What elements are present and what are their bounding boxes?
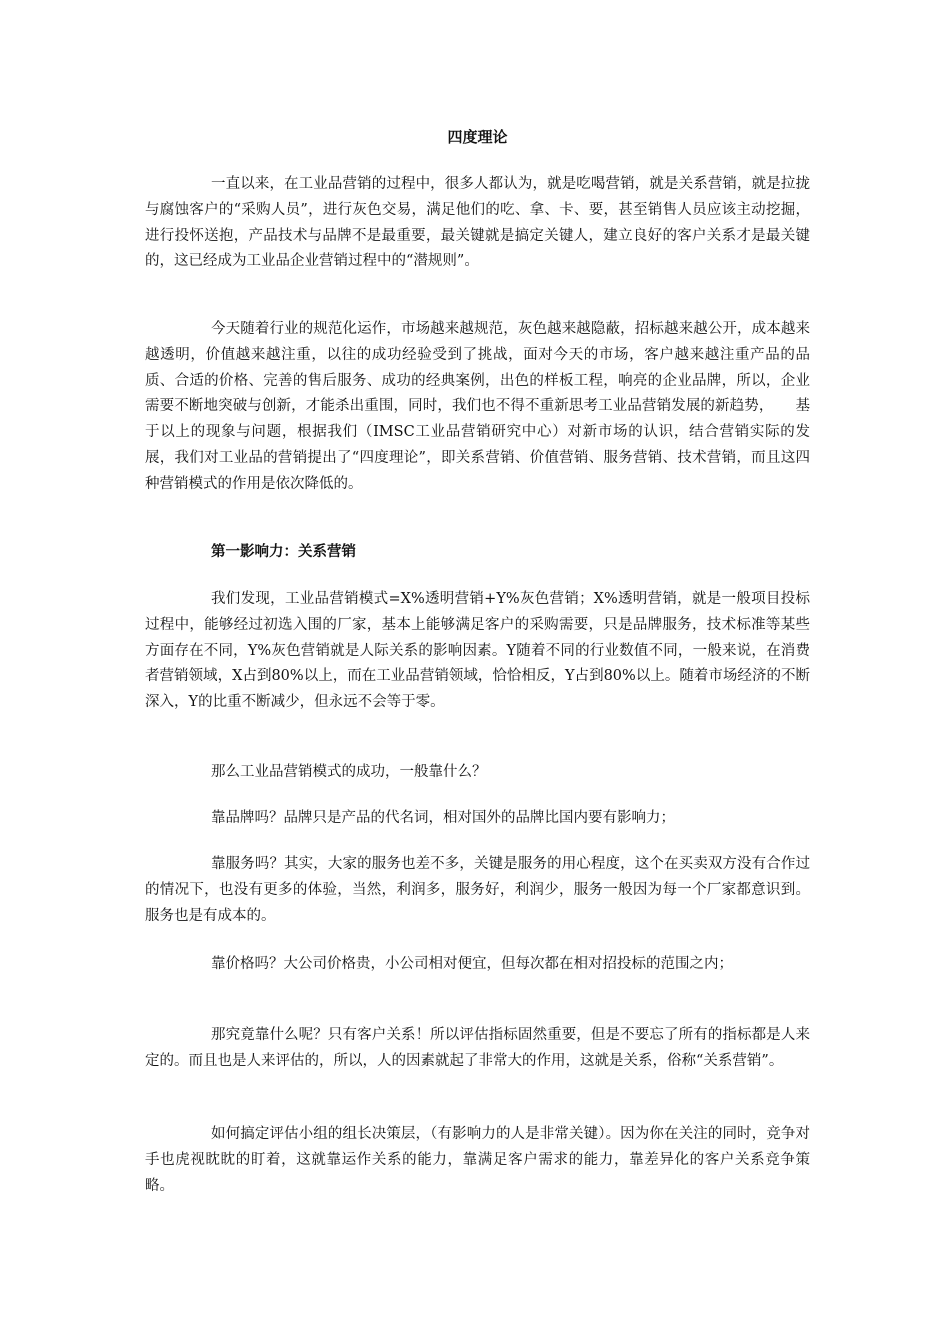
paragraph-customer-relationship: 那究竟靠什么呢？只有客户关系！所以评估指标固然重要，但是不要忘了所有的指标都是人来定的。而且也是人来评估的，所以，人的因素就起了非常大的作用，这就是关系，俗称“关系营销”。 bbox=[145, 1027, 810, 1069]
paragraph-question: 那么工业品营销模式的成功，一般靠什么？ bbox=[211, 764, 487, 780]
document-title: 四度理论 bbox=[447, 128, 508, 146]
paragraph-marketing-formula: 我们发现，工业品营销模式=X%透明营销+Y%灰色营销；X%透明营销，就是一般项目投标过程中，能够经过初选入围的厂家，基本上能够满足客户的采购需要，只是品牌服务，技术标准等某些方面存在不同，Y%灰色营销就是人际关系的影响因素。Y随着不同的行业数值不同，一般来说，在消费者营销领域，X占到80%以上，而在工业品营销领域，恰恰相反，Y占到80%以上。随着市场经济的不断深入，Y的比重不断减少，但永远不会等于零。 bbox=[145, 591, 810, 711]
paragraph-price: 靠价格吗？大公司价格贵，小公司相对便宜，但每次都在相对招投标的范围之内； bbox=[211, 956, 733, 972]
paragraph-service: 靠服务吗？其实，大家的服务也差不多，关键是服务的用心程度，这个在买卖双方没有合作过的情况下，也没有更多的体验，当然，利润多，服务好，利润少，服务一般因为每一个厂家都意识到。服务也是有成本的。 bbox=[145, 856, 810, 924]
paragraph-market-trend: 今天随着行业的规范化运作，市场越来越规范，灰色越来越隐蔽，招标越来越公开，成本越来越透明，价值越来越注重，以往的成功经验受到了挑战，面对今天的市场，客户越来越注重产品的品质、合适的价格、完善的售后服务、成功的经典案例，出色的样板工程，响亮的企业品牌，所以，企业需要不断地突破与创新，才能杀出重围，同时，我们也不得不重新思考工业品营销发展的新趋势， 基于以上的现象与问题，根据我们（IMSC工业品营销研究中心）对新市场的认识，结合营销实际的发展，我们对工业品的营销提出了“四度理论”，即关系营销、价值营销、服务营销、技术营销，而且这四种营销模式的作用是依次降低的。 bbox=[145, 321, 810, 492]
paragraph-intro: 一直以来，在工业品营销的过程中，很多人都认为，就是吃喝营销，就是关系营销，就是拉拢与腐蚀客户的“采购人员”，进行灰色交易，满足他们的吃、拿、卡、要，甚至销售人员应该主动挖掘，进行投怀送抱，产品技术与品牌不是最重要，最关键就是搞定关键人，建立良好的客户关系才是最关键的，这已经成为工业品企业营销过程中的“潜规则”。 bbox=[145, 176, 810, 270]
paragraph-decision-maker: 如何搞定评估小组的组长决策层，（有影响力的人是非常关键）。因为你在关注的同时，竞争对手也虎视眈眈的盯着，这就靠运作关系的能力，靠满足客户需求的能力，靠差异化的客户关系竞争策略。 bbox=[145, 1126, 810, 1194]
section-heading-relationship-marketing: 第一影响力：关系营销 bbox=[211, 544, 356, 560]
paragraph-brand: 靠品牌吗？品牌只是产品的代名词，相对国外的品牌比国内要有影响力； bbox=[211, 810, 675, 826]
